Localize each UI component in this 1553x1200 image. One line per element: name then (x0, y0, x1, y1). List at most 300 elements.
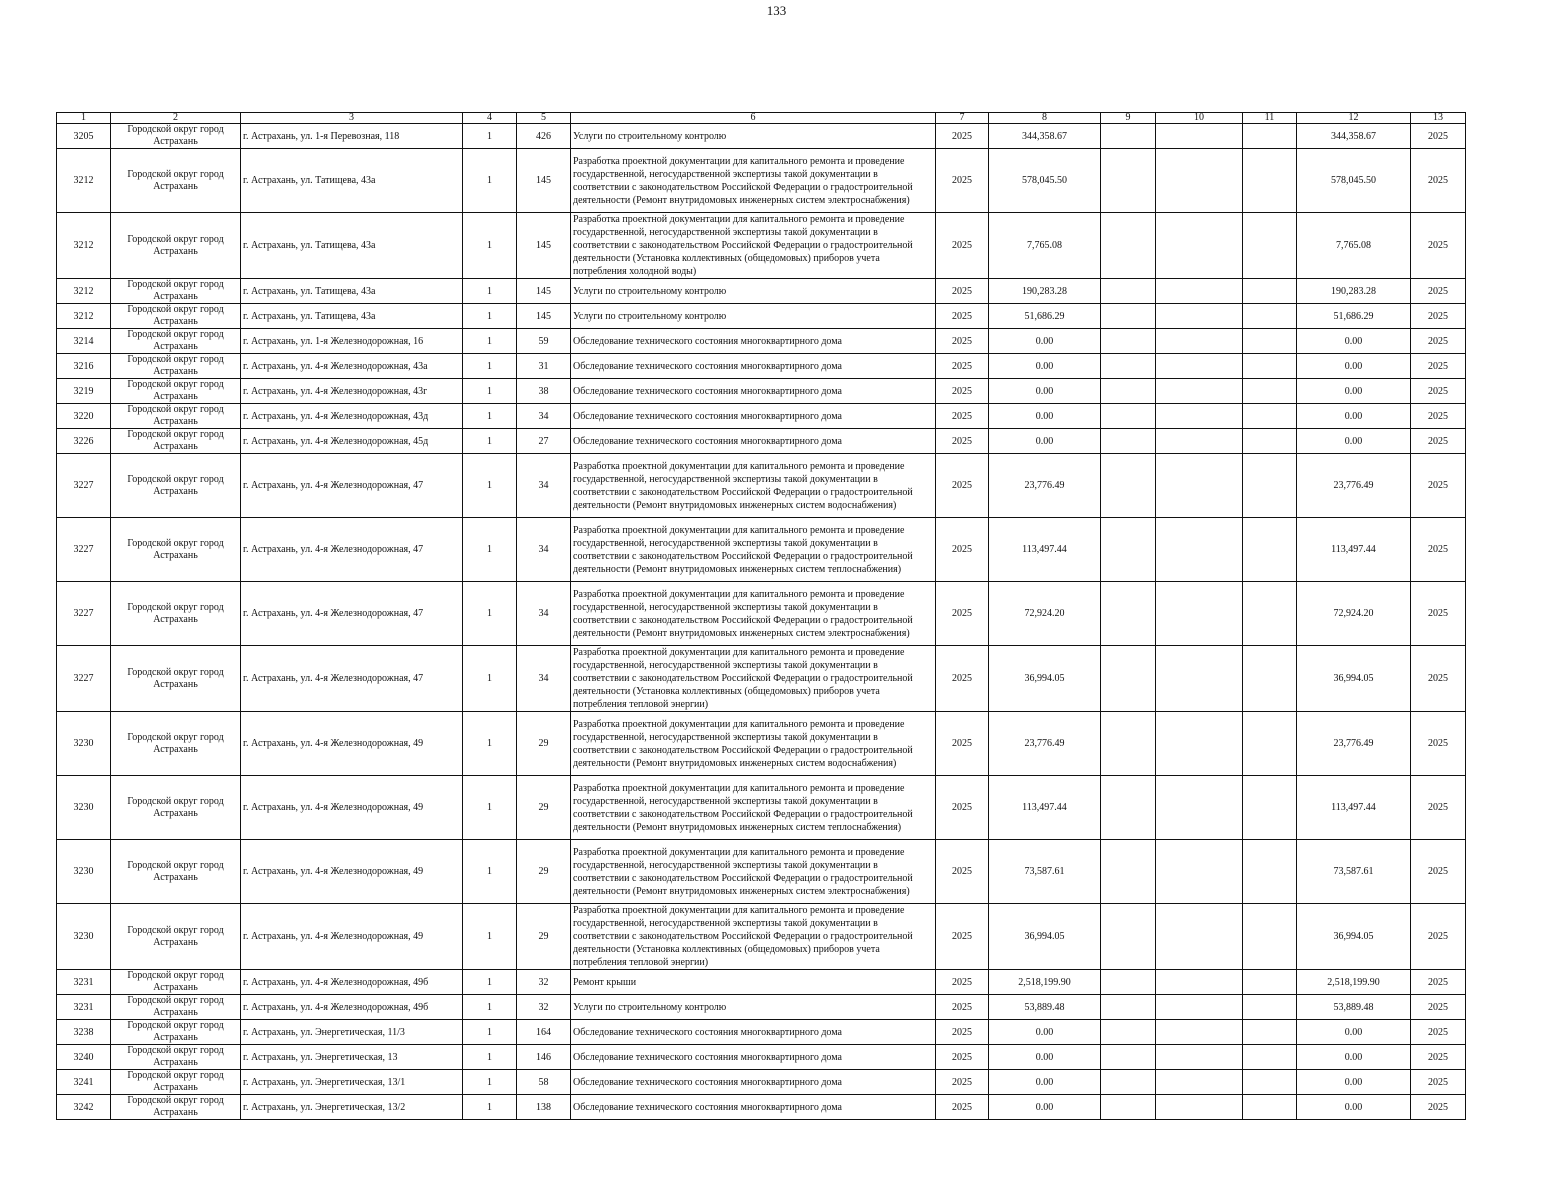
end-year-cell: 2025 (1411, 1020, 1466, 1045)
col-11-cell (1243, 379, 1297, 404)
address-cell: г. Астрахань, ул. Татищева, 43а (241, 304, 463, 329)
col-5-cell: 27 (517, 429, 571, 454)
table-row (57, 518, 1466, 582)
year-cell: 2025 (936, 840, 989, 904)
col-11-cell (1243, 995, 1297, 1020)
table-row (57, 1070, 1466, 1095)
municipality-cell: Городской округ город Астрахань (111, 429, 241, 454)
amount-total-cell: 7,765.08 (1297, 213, 1411, 279)
year-cell: 2025 (936, 646, 989, 712)
column-header-5: 5 (517, 113, 571, 124)
column-header-2: 2 (111, 113, 241, 124)
col-5-cell: 34 (517, 646, 571, 712)
table-row (57, 646, 1466, 712)
work-description-cell: Обследование технического состояния многоквартирного дома (571, 404, 936, 429)
col-9-cell (1101, 304, 1156, 329)
address-cell: г. Астрахань, ул. Татищева, 43а (241, 213, 463, 279)
col-9-cell (1101, 518, 1156, 582)
work-description-cell: Разработка проектной документации для капитального ремонта и проведение государственной, негосударственной экспертизы такой документации в соответствии с законодательством Российской Федерации о градостроительной деятельности (Ремонт внутридомовых инженерных систем электроснабжения) (571, 149, 936, 213)
amount-total-cell: 2,518,199.90 (1297, 970, 1411, 995)
col-11-cell (1243, 404, 1297, 429)
year-cell: 2025 (936, 1045, 989, 1070)
col-11-cell (1243, 454, 1297, 518)
table-row (57, 213, 1466, 279)
table-row (57, 149, 1466, 213)
work-description-cell: Услуги по строительному контролю (571, 304, 936, 329)
amount-total-cell: 190,283.28 (1297, 279, 1411, 304)
amount-cell: 53,889.48 (989, 995, 1101, 1020)
row-number-cell: 3227 (57, 518, 111, 582)
year-cell: 2025 (936, 329, 989, 354)
work-description-cell: Услуги по строительному контролю (571, 279, 936, 304)
col-10-cell (1156, 776, 1243, 840)
col-10-cell (1156, 213, 1243, 279)
year-cell: 2025 (936, 149, 989, 213)
row-number-cell: 3212 (57, 149, 111, 213)
work-description-cell: Разработка проектной документации для капитального ремонта и проведение государственной, негосударственной экспертизы такой документации в соответствии с законодательством Российской Федерации о градостроительной деятельности (Установка коллективных (общедомовых) приборов учета потребления тепловой энергии) (571, 904, 936, 970)
row-number-cell: 3240 (57, 1045, 111, 1070)
amount-total-cell: 0.00 (1297, 1045, 1411, 1070)
amount-cell: 0.00 (989, 404, 1101, 429)
column-header-10: 10 (1156, 113, 1243, 124)
column-header-12: 12 (1297, 113, 1411, 124)
amount-cell: 0.00 (989, 429, 1101, 454)
col-9-cell (1101, 329, 1156, 354)
col-9-cell (1101, 646, 1156, 712)
col-4-cell: 1 (463, 518, 517, 582)
col-5-cell: 31 (517, 354, 571, 379)
amount-total-cell: 0.00 (1297, 404, 1411, 429)
end-year-cell: 2025 (1411, 404, 1466, 429)
col-10-cell (1156, 646, 1243, 712)
row-number-cell: 3230 (57, 904, 111, 970)
year-cell: 2025 (936, 1070, 989, 1095)
work-description-cell: Обследование технического состояния многоквартирного дома (571, 329, 936, 354)
year-cell: 2025 (936, 970, 989, 995)
col-5-cell: 38 (517, 379, 571, 404)
end-year-cell: 2025 (1411, 970, 1466, 995)
row-number-cell: 3212 (57, 213, 111, 279)
municipality-cell: Городской округ город Астрахань (111, 1045, 241, 1070)
col-10-cell (1156, 149, 1243, 213)
municipality-cell: Городской округ город Астрахань (111, 454, 241, 518)
work-description-cell: Услуги по строительному контролю (571, 124, 936, 149)
col-5-cell: 29 (517, 712, 571, 776)
address-cell: г. Астрахань, ул. Энергетическая, 13/2 (241, 1095, 463, 1120)
amount-cell: 72,924.20 (989, 582, 1101, 646)
col-4-cell: 1 (463, 1045, 517, 1070)
col-9-cell (1101, 454, 1156, 518)
work-description-cell: Разработка проектной документации для капитального ремонта и проведение государственной, негосударственной экспертизы такой документации в соответствии с законодательством Российской Федерации о градостроительной деятельности (Установка коллективных (общедомовых) приборов учета потребления тепловой энергии) (571, 646, 936, 712)
col-11-cell (1243, 776, 1297, 840)
year-cell: 2025 (936, 712, 989, 776)
table-row (57, 279, 1466, 304)
amount-total-cell: 23,776.49 (1297, 454, 1411, 518)
work-description-cell: Обследование технического состояния многоквартирного дома (571, 1095, 936, 1120)
col-10-cell (1156, 1095, 1243, 1120)
col-11-cell (1243, 840, 1297, 904)
col-5-cell: 146 (517, 1045, 571, 1070)
address-cell: г. Астрахань, ул. 4-я Железнодорожная, 47 (241, 454, 463, 518)
col-11-cell (1243, 429, 1297, 454)
municipality-cell: Городской округ город Астрахань (111, 404, 241, 429)
work-description-cell: Обследование технического состояния многоквартирного дома (571, 379, 936, 404)
col-10-cell (1156, 329, 1243, 354)
address-cell: г. Астрахань, ул. 4-я Железнодорожная, 47 (241, 518, 463, 582)
address-cell: г. Астрахань, ул. 4-я Железнодорожная, 49 (241, 776, 463, 840)
col-9-cell (1101, 776, 1156, 840)
col-9-cell (1101, 970, 1156, 995)
end-year-cell: 2025 (1411, 304, 1466, 329)
col-11-cell (1243, 1070, 1297, 1095)
row-number-cell: 3242 (57, 1095, 111, 1120)
table-row (57, 379, 1466, 404)
municipality-cell: Городской округ город Астрахань (111, 712, 241, 776)
col-11-cell (1243, 354, 1297, 379)
row-number-cell: 3230 (57, 776, 111, 840)
col-10-cell (1156, 454, 1243, 518)
amount-total-cell: 36,994.05 (1297, 904, 1411, 970)
municipality-cell: Городской округ город Астрахань (111, 354, 241, 379)
year-cell: 2025 (936, 354, 989, 379)
address-cell: г. Астрахань, ул. 4-я Железнодорожная, 43а (241, 354, 463, 379)
municipality-cell: Городской округ город Астрахань (111, 582, 241, 646)
year-cell: 2025 (936, 1095, 989, 1120)
end-year-cell: 2025 (1411, 646, 1466, 712)
amount-cell: 578,045.50 (989, 149, 1101, 213)
col-9-cell (1101, 1045, 1156, 1070)
col-5-cell: 34 (517, 404, 571, 429)
col-4-cell: 1 (463, 304, 517, 329)
col-4-cell: 1 (463, 454, 517, 518)
year-cell: 2025 (936, 279, 989, 304)
header-row (57, 113, 1466, 124)
row-number-cell: 3230 (57, 840, 111, 904)
work-description-cell: Обследование технического состояния многоквартирного дома (571, 1070, 936, 1095)
amount-cell: 7,765.08 (989, 213, 1101, 279)
col-5-cell: 58 (517, 1070, 571, 1095)
work-description-cell: Обследование технического состояния многоквартирного дома (571, 354, 936, 379)
col-4-cell: 1 (463, 1020, 517, 1045)
row-number-cell: 3241 (57, 1070, 111, 1095)
col-5-cell: 29 (517, 776, 571, 840)
col-5-cell: 32 (517, 995, 571, 1020)
address-cell: г. Астрахань, ул. 4-я Железнодорожная, 45д (241, 429, 463, 454)
col-9-cell (1101, 582, 1156, 646)
col-9-cell (1101, 379, 1156, 404)
year-cell: 2025 (936, 124, 989, 149)
col-4-cell: 1 (463, 582, 517, 646)
work-description-cell: Ремонт крыши (571, 970, 936, 995)
column-header-1: 1 (57, 113, 111, 124)
col-4-cell: 1 (463, 712, 517, 776)
row-number-cell: 3231 (57, 995, 111, 1020)
amount-cell: 0.00 (989, 1045, 1101, 1070)
column-header-13: 13 (1411, 113, 1466, 124)
address-cell: г. Астрахань, ул. 4-я Железнодорожная, 49б (241, 995, 463, 1020)
row-number-cell: 3216 (57, 354, 111, 379)
col-11-cell (1243, 329, 1297, 354)
address-cell: г. Астрахань, ул. Татищева, 43а (241, 149, 463, 213)
col-10-cell (1156, 582, 1243, 646)
year-cell: 2025 (936, 776, 989, 840)
col-9-cell (1101, 995, 1156, 1020)
col-5-cell: 34 (517, 454, 571, 518)
col-5-cell: 164 (517, 1020, 571, 1045)
amount-cell: 23,776.49 (989, 712, 1101, 776)
table-row (57, 1045, 1466, 1070)
col-5-cell: 59 (517, 329, 571, 354)
address-cell: г. Астрахань, ул. Энергетическая, 13 (241, 1045, 463, 1070)
col-4-cell: 1 (463, 970, 517, 995)
work-description-cell: Разработка проектной документации для капитального ремонта и проведение государственной, негосударственной экспертизы такой документации в соответствии с законодательством Российской Федерации о градостроительной деятельности (Ремонт внутридомовых инженерных систем теплоснабжения) (571, 776, 936, 840)
amount-total-cell: 23,776.49 (1297, 712, 1411, 776)
table-row (57, 995, 1466, 1020)
amount-cell: 344,358.67 (989, 124, 1101, 149)
col-10-cell (1156, 712, 1243, 776)
year-cell: 2025 (936, 429, 989, 454)
year-cell: 2025 (936, 304, 989, 329)
col-11-cell (1243, 149, 1297, 213)
col-4-cell: 1 (463, 646, 517, 712)
amount-total-cell: 0.00 (1297, 354, 1411, 379)
col-5-cell: 145 (517, 213, 571, 279)
row-number-cell: 3214 (57, 329, 111, 354)
col-9-cell (1101, 354, 1156, 379)
col-4-cell: 1 (463, 124, 517, 149)
col-10-cell (1156, 304, 1243, 329)
table-row (57, 1020, 1466, 1045)
col-5-cell: 34 (517, 582, 571, 646)
amount-total-cell: 51,686.29 (1297, 304, 1411, 329)
end-year-cell: 2025 (1411, 379, 1466, 404)
municipality-cell: Городской округ город Астрахань (111, 124, 241, 149)
end-year-cell: 2025 (1411, 213, 1466, 279)
work-description-cell: Услуги по строительному контролю (571, 995, 936, 1020)
amount-total-cell: 344,358.67 (1297, 124, 1411, 149)
work-description-cell: Разработка проектной документации для капитального ремонта и проведение государственной, негосударственной экспертизы такой документации в соответствии с законодательством Российской Федерации о градостроительной деятельности (Установка коллективных (общедомовых) приборов учета потребления холодной воды) (571, 213, 936, 279)
col-5-cell: 138 (517, 1095, 571, 1120)
municipality-cell: Городской округ город Астрахань (111, 329, 241, 354)
col-4-cell: 1 (463, 149, 517, 213)
municipality-cell: Городской округ город Астрахань (111, 1070, 241, 1095)
address-cell: г. Астрахань, ул. 4-я Железнодорожная, 49 (241, 904, 463, 970)
end-year-cell: 2025 (1411, 354, 1466, 379)
col-4-cell: 1 (463, 379, 517, 404)
end-year-cell: 2025 (1411, 454, 1466, 518)
col-11-cell (1243, 646, 1297, 712)
address-cell: г. Астрахань, ул. 4-я Железнодорожная, 43д (241, 404, 463, 429)
col-11-cell (1243, 304, 1297, 329)
column-header-4: 4 (463, 113, 517, 124)
column-header-7: 7 (936, 113, 989, 124)
end-year-cell: 2025 (1411, 149, 1466, 213)
amount-total-cell: 36,994.05 (1297, 646, 1411, 712)
amount-total-cell: 113,497.44 (1297, 518, 1411, 582)
amount-cell: 0.00 (989, 1095, 1101, 1120)
amount-total-cell: 0.00 (1297, 1020, 1411, 1045)
col-4-cell: 1 (463, 1095, 517, 1120)
municipality-cell: Городской округ город Астрахань (111, 776, 241, 840)
capital-repair-table (56, 112, 1466, 1120)
col-9-cell (1101, 404, 1156, 429)
end-year-cell: 2025 (1411, 582, 1466, 646)
end-year-cell: 2025 (1411, 712, 1466, 776)
col-11-cell (1243, 1045, 1297, 1070)
col-4-cell: 1 (463, 213, 517, 279)
col-11-cell (1243, 279, 1297, 304)
col-11-cell (1243, 1095, 1297, 1120)
row-number-cell: 3220 (57, 404, 111, 429)
address-cell: г. Астрахань, ул. 4-я Железнодорожная, 47 (241, 582, 463, 646)
col-5-cell: 426 (517, 124, 571, 149)
table-row (57, 354, 1466, 379)
table-row (57, 1095, 1466, 1120)
municipality-cell: Городской округ город Астрахань (111, 1020, 241, 1045)
end-year-cell: 2025 (1411, 518, 1466, 582)
address-cell: г. Астрахань, ул. Татищева, 43а (241, 279, 463, 304)
col-11-cell (1243, 518, 1297, 582)
amount-cell: 51,686.29 (989, 304, 1101, 329)
row-number-cell: 3212 (57, 304, 111, 329)
work-description-cell: Разработка проектной документации для капитального ремонта и проведение государственной, негосударственной экспертизы такой документации в соответствии с законодательством Российской Федерации о градостроительной деятельности (Ремонт внутридомовых инженерных систем электроснабжения) (571, 840, 936, 904)
end-year-cell: 2025 (1411, 429, 1466, 454)
amount-cell: 2,518,199.90 (989, 970, 1101, 995)
end-year-cell: 2025 (1411, 1045, 1466, 1070)
col-4-cell: 1 (463, 995, 517, 1020)
column-header-6: 6 (571, 113, 936, 124)
col-4-cell: 1 (463, 329, 517, 354)
row-number-cell: 3231 (57, 970, 111, 995)
col-11-cell (1243, 582, 1297, 646)
amount-cell: 23,776.49 (989, 454, 1101, 518)
work-description-cell: Обследование технического состояния многоквартирного дома (571, 1045, 936, 1070)
col-11-cell (1243, 970, 1297, 995)
address-cell: г. Астрахань, ул. 4-я Железнодорожная, 49б (241, 970, 463, 995)
municipality-cell: Городской округ город Астрахань (111, 840, 241, 904)
col-11-cell (1243, 213, 1297, 279)
col-5-cell: 145 (517, 279, 571, 304)
year-cell: 2025 (936, 454, 989, 518)
table-row (57, 429, 1466, 454)
year-cell: 2025 (936, 518, 989, 582)
col-5-cell: 145 (517, 304, 571, 329)
table-row (57, 840, 1466, 904)
col-9-cell (1101, 1095, 1156, 1120)
col-9-cell (1101, 1020, 1156, 1045)
amount-cell: 36,994.05 (989, 904, 1101, 970)
col-5-cell: 29 (517, 904, 571, 970)
table-row (57, 304, 1466, 329)
column-header-11: 11 (1243, 113, 1297, 124)
row-number-cell: 3227 (57, 582, 111, 646)
year-cell: 2025 (936, 995, 989, 1020)
col-9-cell (1101, 213, 1156, 279)
col-9-cell (1101, 124, 1156, 149)
row-number-cell: 3205 (57, 124, 111, 149)
amount-total-cell: 0.00 (1297, 1070, 1411, 1095)
col-10-cell (1156, 840, 1243, 904)
col-5-cell: 34 (517, 518, 571, 582)
address-cell: г. Астрахань, ул. 4-я Железнодорожная, 43г (241, 379, 463, 404)
municipality-cell: Городской округ город Астрахань (111, 304, 241, 329)
col-10-cell (1156, 124, 1243, 149)
work-description-cell: Разработка проектной документации для капитального ремонта и проведение государственной, негосударственной экспертизы такой документации в соответствии с законодательством Российской Федерации о градостроительной деятельности (Ремонт внутридомовых инженерных систем электроснабжения) (571, 582, 936, 646)
table-row (57, 329, 1466, 354)
col-10-cell (1156, 904, 1243, 970)
end-year-cell: 2025 (1411, 329, 1466, 354)
table-row (57, 904, 1466, 970)
municipality-cell: Городской округ город Астрахань (111, 646, 241, 712)
end-year-cell: 2025 (1411, 124, 1466, 149)
col-9-cell (1101, 1070, 1156, 1095)
col-10-cell (1156, 404, 1243, 429)
col-9-cell (1101, 712, 1156, 776)
col-9-cell (1101, 279, 1156, 304)
municipality-cell: Городской округ город Астрахань (111, 518, 241, 582)
municipality-cell: Городской округ город Астрахань (111, 970, 241, 995)
address-cell: г. Астрахань, ул. Энергетическая, 13/1 (241, 1070, 463, 1095)
col-10-cell (1156, 1020, 1243, 1045)
work-description-cell: Обследование технического состояния многоквартирного дома (571, 429, 936, 454)
address-cell: г. Астрахань, ул. 4-я Железнодорожная, 47 (241, 646, 463, 712)
column-header-9: 9 (1101, 113, 1156, 124)
amount-total-cell: 113,497.44 (1297, 776, 1411, 840)
year-cell: 2025 (936, 213, 989, 279)
end-year-cell: 2025 (1411, 904, 1466, 970)
municipality-cell: Городской округ город Астрахань (111, 279, 241, 304)
municipality-cell: Городской округ город Астрахань (111, 1095, 241, 1120)
year-cell: 2025 (936, 404, 989, 429)
table-row (57, 970, 1466, 995)
year-cell: 2025 (936, 1020, 989, 1045)
col-10-cell (1156, 1045, 1243, 1070)
row-number-cell: 3219 (57, 379, 111, 404)
amount-total-cell: 53,889.48 (1297, 995, 1411, 1020)
amount-cell: 0.00 (989, 1070, 1101, 1095)
amount-cell: 113,497.44 (989, 776, 1101, 840)
work-description-cell: Разработка проектной документации для капитального ремонта и проведение государственной, негосударственной экспертизы такой документации в соответствии с законодательством Российской Федерации о градостроительной деятельности (Ремонт внутридомовых инженерных систем водоснабжения) (571, 712, 936, 776)
column-header-3: 3 (241, 113, 463, 124)
col-11-cell (1243, 712, 1297, 776)
address-cell: г. Астрахань, ул. 4-я Железнодорожная, 49 (241, 840, 463, 904)
col-5-cell: 29 (517, 840, 571, 904)
municipality-cell: Городской округ город Астрахань (111, 379, 241, 404)
amount-cell: 73,587.61 (989, 840, 1101, 904)
amount-cell: 0.00 (989, 354, 1101, 379)
amount-total-cell: 72,924.20 (1297, 582, 1411, 646)
col-10-cell (1156, 354, 1243, 379)
col-10-cell (1156, 379, 1243, 404)
table-row (57, 712, 1466, 776)
col-10-cell (1156, 995, 1243, 1020)
address-cell: г. Астрахань, ул. 1-я Железнодорожная, 16 (241, 329, 463, 354)
amount-cell: 0.00 (989, 379, 1101, 404)
end-year-cell: 2025 (1411, 840, 1466, 904)
col-5-cell: 145 (517, 149, 571, 213)
year-cell: 2025 (936, 582, 989, 646)
table-row (57, 404, 1466, 429)
col-4-cell: 1 (463, 840, 517, 904)
year-cell: 2025 (936, 379, 989, 404)
amount-cell: 190,283.28 (989, 279, 1101, 304)
col-9-cell (1101, 904, 1156, 970)
col-10-cell (1156, 970, 1243, 995)
work-description-cell: Разработка проектной документации для капитального ремонта и проведение государственной, негосударственной экспертизы такой документации в соответствии с законодательством Российской Федерации о градостроительной деятельности (Ремонт внутридомовых инженерных систем теплоснабжения) (571, 518, 936, 582)
row-number-cell: 3227 (57, 646, 111, 712)
end-year-cell: 2025 (1411, 995, 1466, 1020)
col-4-cell: 1 (463, 279, 517, 304)
